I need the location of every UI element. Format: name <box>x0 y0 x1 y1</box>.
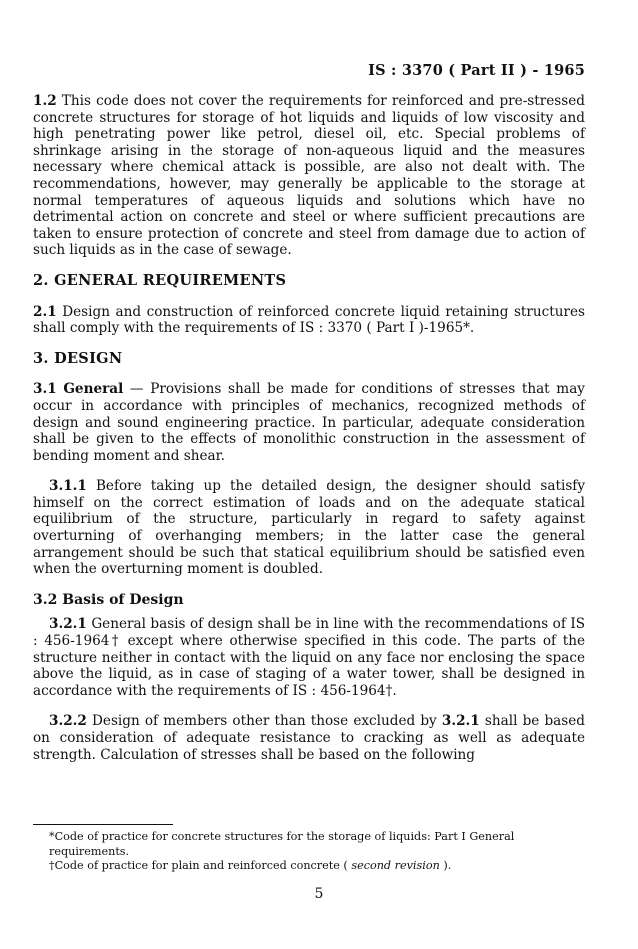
clause-reference: 3.2.1 <box>441 713 480 730</box>
body-text <box>33 93 585 763</box>
clause-number: 1.2 <box>33 93 57 109</box>
footnote-2-text: †Code of practice for plain and reinforced concrete ( <box>49 859 352 872</box>
clause-number: 2.1 <box>33 303 57 320</box>
section-heading-design: 3. DESIGN <box>33 349 123 367</box>
footnote-2 <box>33 859 585 874</box>
clause-3-2-2 <box>33 713 585 763</box>
clause-text: General basis of design shall be in line with the recommendations of IS : 456-1964† except where otherwise specified in this code. The parts of the structure neither in contact with the liquid on any face nor enclosing the space above the liquid, as in case of staging of a water tower, shall be designed in accordance with the requirements of IS : 456-1964†. <box>33 616 586 699</box>
clause-1-2 <box>33 93 585 259</box>
clause-text: Provisions shall be made for conditions of stresses that may occur in accordance with principles of mechanics, recognized methods of design and sound engineering practice. In particular, adequate consideration shall be given to the effects of monolithic construction in the assessment of bending moment and shear. <box>33 381 585 464</box>
clause-text: Design and construction of reinforced concrete liquid retaining structures shall comply with the requirements of IS : 3370 ( Part I )-1965*. <box>33 303 585 337</box>
clause-dash: — <box>123 381 151 398</box>
clause-number: 3.2.1 <box>49 616 87 633</box>
clause-3-2-1 <box>33 616 585 699</box>
footnote-2-emphasis: second revision <box>351 859 440 872</box>
page-number: 5 <box>314 886 324 902</box>
clause-title: General <box>63 381 124 398</box>
clause-text-before: Design of members other than those excluded by <box>92 713 442 730</box>
clause-3-1-1 <box>33 478 585 578</box>
subsection-heading-basis-of-design: 3.2 Basis of Design <box>33 591 184 608</box>
clause-text-after: shall be based on consideration of adequate resistance to cracking as well as adequate strength. Calculation of stresses shall be based on the following <box>33 713 585 763</box>
section-heading-general-requirements: 2. GENERAL REQUIREMENTS <box>33 271 287 289</box>
clause-text: Before taking up the detailed design, the designer should satisfy himself on the correct estimation of loads and on the adequate statical equilibrium of the structure, particularly in regard to safety against overturning of overhanging members; in the latter case the general arrangement should be such that statical equilibrium should be satisfied even when the overturning moment is doubled. <box>33 478 586 578</box>
clause-3-1 <box>33 381 585 464</box>
clause-2-1 <box>33 304 585 337</box>
footnote-2-end: ). <box>439 859 452 872</box>
document-header: IS : 3370 ( Part II ) - 1965 <box>368 62 585 79</box>
footnote-1: *Code of practice for concrete structures for the storage of liquids: Part I General requirements. <box>49 830 515 858</box>
footnote-divider <box>33 824 173 825</box>
clause-number: 3.1.1 <box>49 478 87 495</box>
clause-number: 3.2.2 <box>49 713 87 730</box>
clause-number: 3.1 <box>33 381 57 398</box>
footnotes <box>33 830 585 874</box>
clause-text: This code does not cover the requirements for reinforced and pre-stressed concrete structures for storage of hot liquids and liquids of low viscosity and high penetrating power like petrol, diesel oil, etc. Special problems of shrinkage arising in the storage of non-aqueous liquid and the measures necessary where chemical attack is possible, are also not dealt with. The recommendations, however, may generally be applicable to the storage at normal temperatures of aqueous liquids and solutions which have no detrimental action on concrete and steel or where sufficient precautions are taken to ensure protection of concrete and steel from damage due to action of such liquids as in the case of sewage. <box>33 93 585 259</box>
